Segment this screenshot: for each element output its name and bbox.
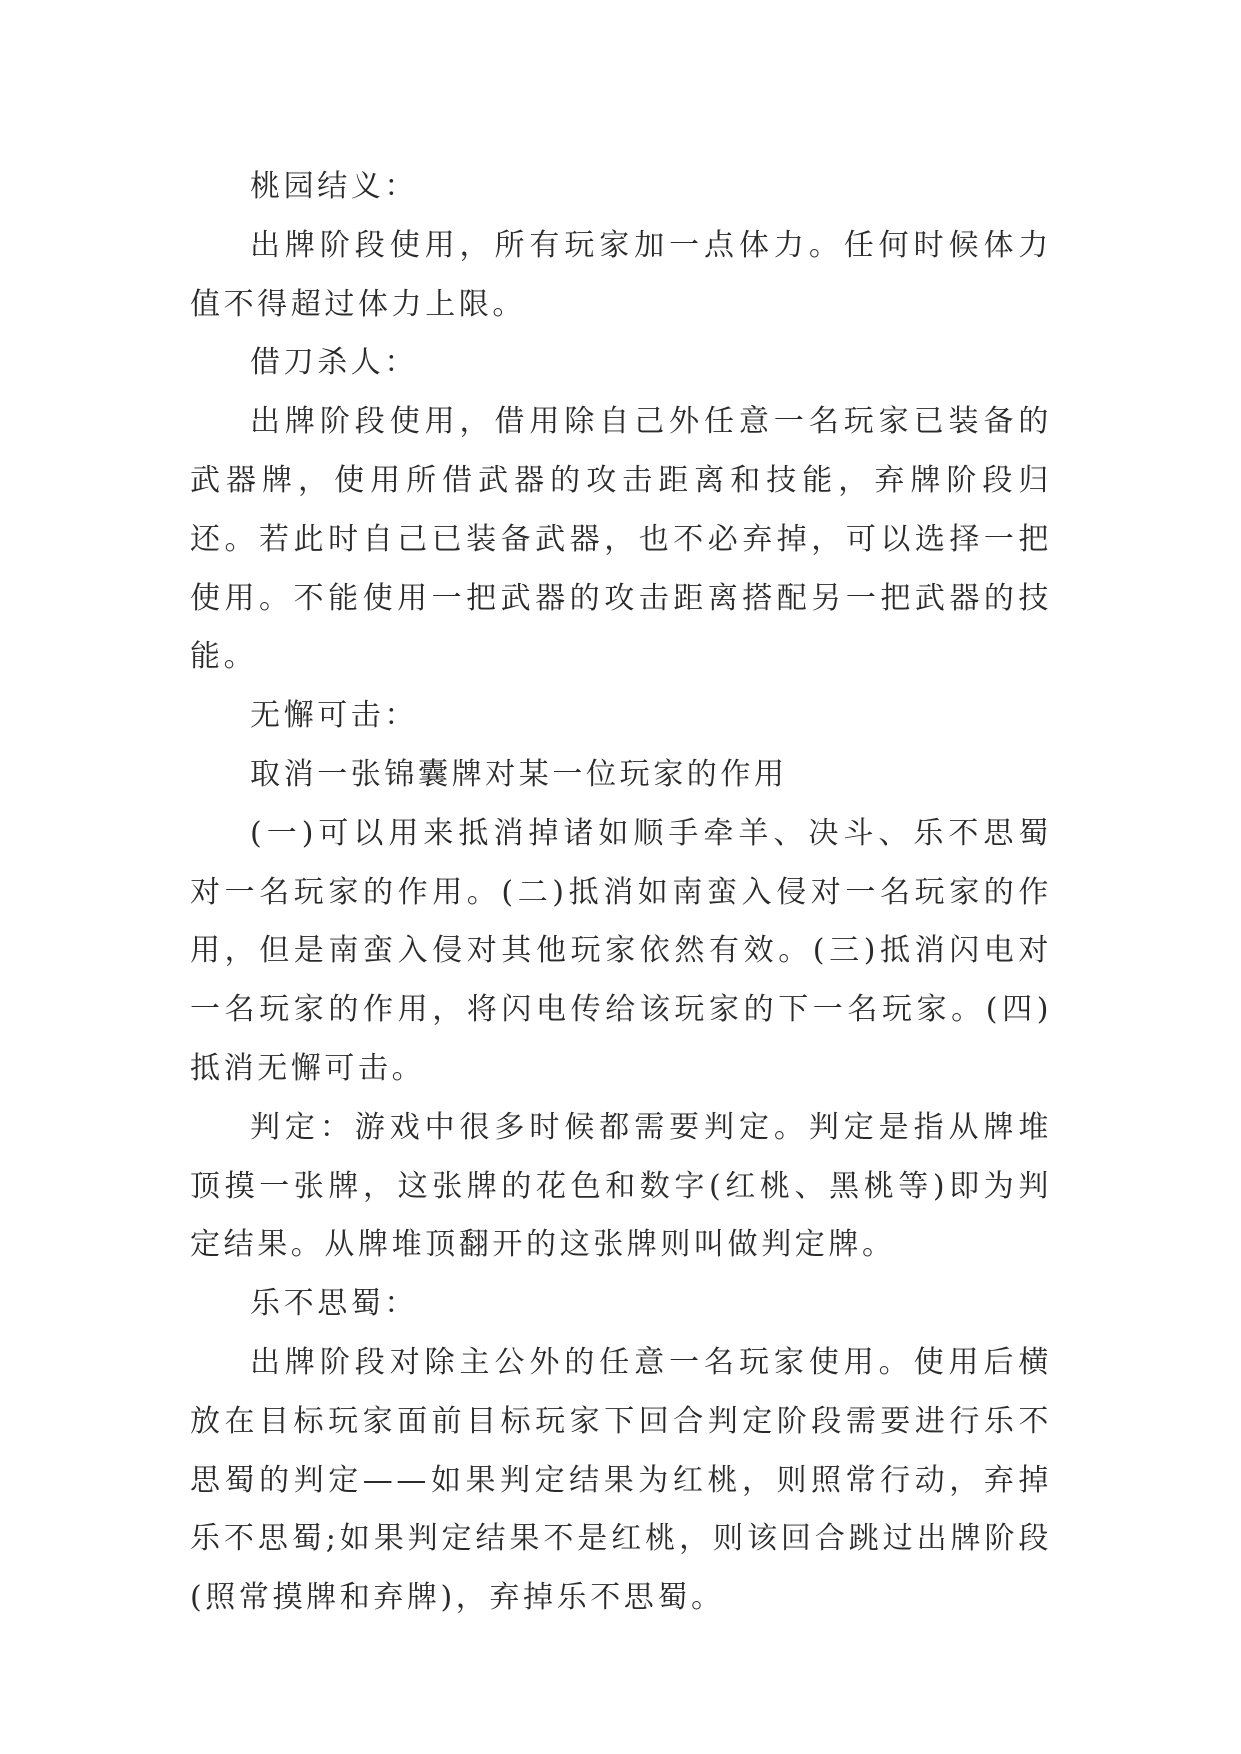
heading-jiedao-sharen: 借刀杀人： [250,345,418,381]
paragraph-wuxie-keji-summary: 取消一张锦囊牌对某一位玩家的作用 [250,756,788,792]
heading-taoyuan-jieyi: 桃园结义： [250,169,418,204]
paragraph-lebusishu: 出牌阶段对除主公外的任意一名玩家使用。使用后横放在目标玩家面前目标玩家下回合判定阶段需要进行乐不思蜀的判定——如果判定结果为红桃，则照常行动，弃掉乐不思蜀;如果判定结果不是红桃，则该回合跳过出牌阶段(照常摸牌和弃牌)，弃掉乐不思蜀。 [190,1344,1052,1616]
heading-lebusishu: 乐不思蜀： [250,1286,418,1322]
paragraph-jiedao-sharen: 出牌阶段使用，借用除自己外任意一名玩家已装备的武器牌，使用所借武器的攻击距离和技能，弃牌阶段归还。若此时自己已装备武器，也不必弃掉，可以选择一把使用。不能使用一把武器的攻击距离搭配另一把武器的技能。 [190,404,1052,675]
paragraph-wuxie-keji-details: (一)可以用来抵消掉诸如顺手牵羊、决斗、乐不思蜀对一名玩家的作用。(二)抵消如南蛮入侵对一名玩家的作用，但是南蛮入侵对其他玩家依然有效。(三)抵消闪电对一名玩家的作用，将闪电传给该玩家的下一名玩家。(四)抵消无懈可击。 [190,815,1052,1086]
heading-wuxie-keji: 无懈可击： [250,698,418,734]
paragraph-taoyuan-jieyi: 出牌阶段使用，所有玩家加一点体力。任何时候体力值不得超过体力上限。 [190,227,1052,322]
paragraph-panding: 判定：游戏中很多时候都需要判定。判定是指从牌堆顶摸一张牌，这张牌的花色和数字(红桃、黑桃等)即为判定结果。从牌堆顶翻开的这张牌则叫做判定牌。 [190,1109,1052,1263]
document-body [190,158,1052,1628]
